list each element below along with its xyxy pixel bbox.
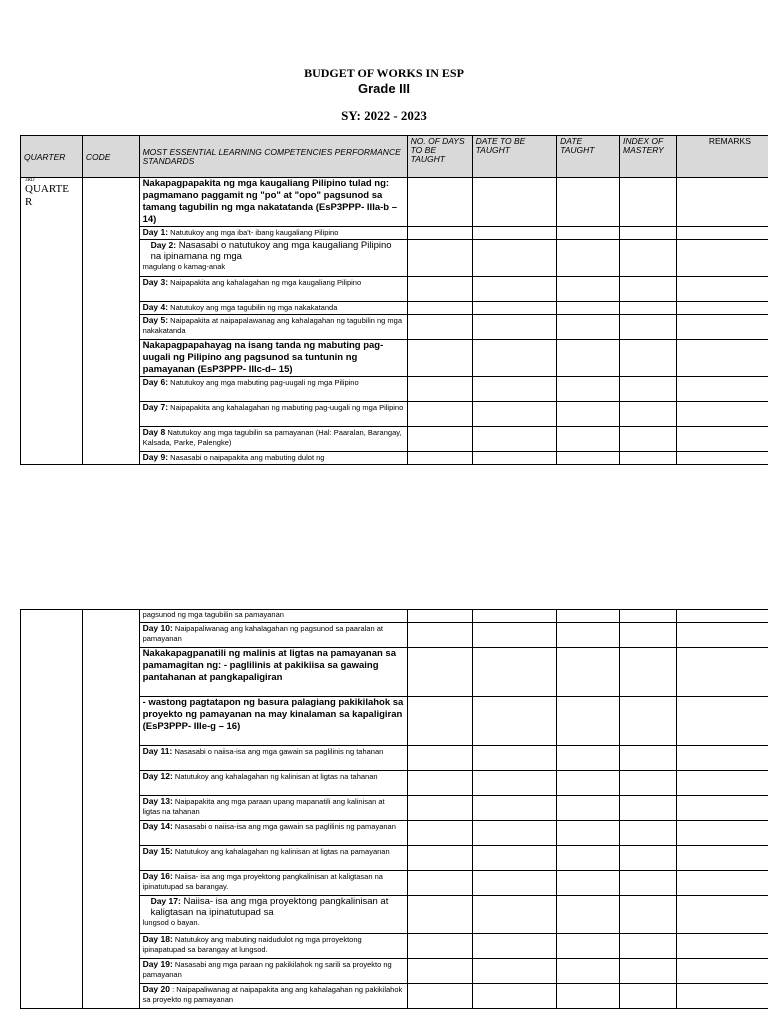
date-taught-cell [557, 427, 620, 452]
competency-cell [139, 427, 407, 452]
day-text: Nasasabi o natutukoy ang mga kaugaliang Pilipino na ipinamana ng mga [150, 240, 392, 262]
date-taught-cell [557, 796, 620, 821]
mastery-cell [620, 984, 677, 1009]
date-to-be-cell [472, 984, 557, 1009]
competency-cell [139, 340, 407, 377]
col-days: NO. OF DAYS TO BE TAUGHT [407, 136, 472, 178]
day-text: Nasasabi o naipapakita ang mabuting dulot ng [170, 453, 325, 462]
date-taught-cell [557, 871, 620, 896]
remarks-cell [676, 871, 768, 896]
day-text: Naipapakita ang mga paraan upang mapanatili ang kalinisan at ligtas na tahanan [142, 797, 385, 816]
day-text: Naipapaliwanag ang kahalagahan ng pagsunod sa paaralan at pamayanan [142, 624, 383, 643]
remarks-cell [676, 277, 768, 302]
date-to-be-cell [472, 610, 557, 623]
competency-text: Nakapagpapakita ng mga kaugaliang Pilipino tulad ng: pagmamano paggamit ng "po" at "opo" pagsunod sa tamang tagubilin ng mga nakatatanda (EsP3PPP- IIIa-b – 14) [142, 178, 398, 225]
date-taught-cell [557, 846, 620, 871]
col-date-taught: DATE TAUGHT [557, 136, 620, 178]
mastery-cell [620, 796, 677, 821]
day-label: Day 16: [142, 871, 173, 881]
remarks-cell [676, 934, 768, 959]
day-text: Natutukoy ang mga iba't- ibang kaugaliang Pilipino [170, 228, 339, 237]
quarter-ordinal: 3RD [25, 178, 35, 183]
date-to-be-cell [472, 771, 557, 796]
col-remarks: REMARKS [676, 136, 768, 178]
date-taught-cell [557, 771, 620, 796]
days-cell [407, 846, 472, 871]
date-to-be-cell [472, 377, 557, 402]
date-to-be-cell [472, 178, 557, 227]
mastery-cell [620, 821, 677, 846]
days-cell [407, 340, 472, 377]
mastery-cell [620, 871, 677, 896]
mastery-cell [620, 427, 677, 452]
remarks-cell [676, 427, 768, 452]
competency-cell [139, 452, 407, 465]
day-text: Natutukoy ang mga tagubilin sa pamayanan (Hal: Paaralan, Barangay, Kalsada, Parke, Palengke) [142, 428, 402, 447]
competency-cell [139, 648, 407, 697]
day-label: Day 1: [142, 227, 169, 237]
date-taught-cell [557, 402, 620, 427]
code-cell [82, 178, 139, 465]
mastery-cell [620, 623, 677, 648]
competency-cell [139, 315, 407, 340]
competency-cell [139, 227, 407, 240]
mastery-cell [620, 934, 677, 959]
remarks-cell [676, 821, 768, 846]
competency-cell [139, 746, 407, 771]
mastery-cell [620, 452, 677, 465]
quarter-cell [21, 610, 83, 1009]
remarks-cell [676, 240, 768, 277]
remarks-cell [676, 610, 768, 623]
mastery-cell [620, 227, 677, 240]
date-taught-cell [557, 452, 620, 465]
date-taught-cell [557, 377, 620, 402]
day-text: Nasasabi o naiisa-isa ang mga gawain sa paglilinis ng pamayanan [174, 822, 396, 831]
day-text-tail: magulang o kamag-anak [142, 262, 226, 271]
day-label: Day 12: [142, 771, 173, 781]
competency-cell [139, 302, 407, 315]
days-cell [407, 240, 472, 277]
date-taught-cell [557, 178, 620, 227]
days-cell [407, 610, 472, 623]
remarks-cell [676, 846, 768, 871]
competency-cell [139, 178, 407, 227]
date-to-be-cell [472, 871, 557, 896]
days-cell [407, 984, 472, 1009]
mastery-cell [620, 648, 677, 697]
date-taught-cell [557, 623, 620, 648]
remarks-cell [676, 227, 768, 240]
days-cell [407, 623, 472, 648]
school-year: SY: 2022 - 2023 [341, 108, 427, 123]
document-title: BUDGET OF WORKS IN ESP [304, 66, 464, 80]
date-taught-cell [557, 277, 620, 302]
remarks-cell [676, 796, 768, 821]
days-cell [407, 697, 472, 746]
days-cell [407, 452, 472, 465]
date-to-be-cell [472, 959, 557, 984]
days-cell [407, 896, 472, 934]
day-label: Day 14: [142, 821, 173, 831]
competency-cell [139, 984, 407, 1009]
competency-cell [139, 240, 407, 277]
day-label: Day 20 [142, 984, 170, 994]
date-to-be-cell [472, 697, 557, 746]
remarks-cell [676, 402, 768, 427]
days-cell [407, 277, 472, 302]
col-code: CODE [82, 136, 139, 178]
days-cell [407, 796, 472, 821]
competency-text: Nakapagpapahayag na isang tanda ng mabuting pag-uugali ng Pilipino ang pagsunod sa tuntunin ng pamayanan (EsP3PPP- IIIc-d– 15) [142, 340, 384, 375]
col-quarter: QUARTER [21, 136, 83, 178]
budget-table-page-1 [20, 135, 768, 465]
remarks-cell [676, 178, 768, 227]
competency-cell [139, 821, 407, 846]
days-cell [407, 377, 472, 402]
competency-cell [139, 623, 407, 648]
date-taught-cell [557, 648, 620, 697]
day-text: Naipapakita ang kahalagahan ng mga kaugaliang Pilipino [170, 278, 362, 287]
date-taught-cell [557, 240, 620, 277]
day-label: Day 4: [142, 302, 169, 312]
mastery-cell [620, 402, 677, 427]
date-taught-cell [557, 315, 620, 340]
mastery-cell [620, 846, 677, 871]
date-taught-cell [557, 697, 620, 746]
day-text: : Naipapaliwanag at naipapakita ang ang kahalagahan ng pakikilahok sa proyekto ng pamayanan [142, 985, 403, 1004]
day-label: Day 2: [150, 240, 177, 250]
days-cell [407, 771, 472, 796]
mastery-cell [620, 178, 677, 227]
col-index-of-mastery: INDEX OF MASTERY [620, 136, 677, 178]
day-label: Day 18: [142, 934, 173, 944]
competency-cell [139, 402, 407, 427]
day-label: Day 9: [142, 452, 169, 462]
day-text: Naipapakita ang kahalagahan ng mabuting pag-uugali ng mga Pilipino [170, 403, 404, 412]
mastery-cell [620, 771, 677, 796]
continuation-text: pagsunod ng mga tagubilin sa pamayanan [142, 610, 284, 619]
date-to-be-cell [472, 227, 557, 240]
competency-cell [139, 871, 407, 896]
date-to-be-cell [472, 648, 557, 697]
remarks-cell [676, 623, 768, 648]
day-label: Day 3: [142, 277, 169, 287]
date-to-be-cell [472, 240, 557, 277]
competency-cell [139, 934, 407, 959]
days-cell [407, 648, 472, 697]
remarks-cell [676, 452, 768, 465]
days-cell [407, 402, 472, 427]
mastery-cell [620, 959, 677, 984]
date-to-be-cell [472, 277, 557, 302]
competency-cell [139, 377, 407, 402]
day-label: Day 7: [142, 402, 169, 412]
remarks-cell [676, 315, 768, 340]
table-row [21, 178, 768, 227]
col-date-to-be-taught: DATE TO BE TAUGHT [472, 136, 557, 178]
date-to-be-cell [472, 452, 557, 465]
days-cell [407, 746, 472, 771]
mastery-cell [620, 610, 677, 623]
date-taught-cell [557, 896, 620, 934]
date-to-be-cell [472, 315, 557, 340]
date-taught-cell [557, 610, 620, 623]
day-text-tail: lungsod o bayan. [142, 918, 200, 927]
days-cell [407, 315, 472, 340]
remarks-cell [676, 340, 768, 377]
mastery-cell [620, 377, 677, 402]
date-to-be-cell [472, 796, 557, 821]
mastery-cell [620, 240, 677, 277]
date-taught-cell [557, 340, 620, 377]
competency-cell [139, 697, 407, 746]
code-cell [82, 610, 139, 1009]
quarter-cell [21, 178, 83, 465]
date-taught-cell [557, 984, 620, 1009]
mastery-cell [620, 315, 677, 340]
days-cell [407, 227, 472, 240]
date-to-be-cell [472, 623, 557, 648]
day-text: Natutukoy ang mga tagubilin ng mga nakakatanda [170, 303, 338, 312]
days-cell [407, 427, 472, 452]
day-text: Nasasabi o naiisa-isa ang mga gawain sa paglilinis ng tahanan [174, 747, 384, 756]
day-text: Naiisa- isa ang mga proyektong pangkalinisan at kaligtasan na ipinatutupad sa barangay. [142, 872, 383, 891]
days-cell [407, 302, 472, 315]
date-taught-cell [557, 959, 620, 984]
day-text: Naipapakita at naipapalawanag ang kahalagahan ng tagubilin ng mga nakakatanda [142, 316, 403, 335]
competency-text: - wastong pagtatapon ng basura palagiang pakikilahok sa proyekto ng pamayanan na may kinalaman sa kapaligiran (EsP3PPP- IIIe-g – 16) [142, 697, 404, 732]
date-to-be-cell [472, 340, 557, 377]
remarks-cell [676, 896, 768, 934]
competency-cell [139, 796, 407, 821]
grade-level: Grade III [357, 81, 411, 96]
quarter-label: QUARTER [25, 183, 69, 208]
date-to-be-cell [472, 302, 557, 315]
mastery-cell [620, 697, 677, 746]
day-label: Day 19: [142, 959, 173, 969]
date-taught-cell [557, 302, 620, 315]
remarks-cell [676, 697, 768, 746]
mastery-cell [620, 302, 677, 315]
remarks-cell [676, 959, 768, 984]
day-label: Day 15: [142, 846, 173, 856]
remarks-cell [676, 648, 768, 697]
day-label: Day 8 [142, 427, 166, 437]
col-competencies: MOST ESSENTIAL LEARNING COMPETENCIES PERFORMANCE STANDARDS [139, 136, 407, 178]
mastery-cell [620, 277, 677, 302]
day-text: Natutukoy ang kahalagahan ng kalinisan at ligtas na pamayanan [174, 847, 390, 856]
date-to-be-cell [472, 746, 557, 771]
days-cell [407, 934, 472, 959]
date-taught-cell [557, 821, 620, 846]
date-to-be-cell [472, 896, 557, 934]
remarks-cell [676, 746, 768, 771]
competency-cell [139, 610, 407, 623]
mastery-cell [620, 746, 677, 771]
remarks-cell [676, 302, 768, 315]
day-text: Natutukoy ang mga mabuting pag-uugali ng mga Pilipino [170, 378, 359, 387]
day-label: Day 6: [142, 377, 169, 387]
day-text: Natutukoy ang mabuting naidudulot ng mga prroyektong ipinapatupad sa barangay at lungsod. [142, 935, 362, 954]
days-cell [407, 821, 472, 846]
days-cell [407, 178, 472, 227]
days-cell [407, 959, 472, 984]
date-to-be-cell [472, 821, 557, 846]
mastery-cell [620, 340, 677, 377]
day-label: Day 10: [142, 623, 173, 633]
remarks-cell [676, 771, 768, 796]
budget-table-page-2 [20, 609, 768, 1009]
remarks-cell [676, 984, 768, 1009]
remarks-cell [676, 377, 768, 402]
day-label: Day 11: [142, 746, 173, 756]
date-to-be-cell [472, 934, 557, 959]
date-taught-cell [557, 746, 620, 771]
competency-cell [139, 896, 407, 934]
competency-cell [139, 959, 407, 984]
header-row [21, 136, 768, 178]
competency-text: Nakakapagpanatili ng malinis at ligtas na pamayanan sa pamamagitan ng: - paglilinis at pakikiisa sa gawaing pantahanan at pangkapaligiran [142, 648, 396, 683]
day-label: Day 13: [142, 796, 173, 806]
days-cell [407, 871, 472, 896]
date-to-be-cell [472, 402, 557, 427]
date-taught-cell [557, 227, 620, 240]
day-label: Day 17: [150, 896, 181, 906]
day-text: Nasasabi ang mga paraan ng pakikilahok ng sarili sa proyekto ng pamayanan [142, 960, 392, 979]
day-text: Natutukoy ang kahalagahan ng kalinisan at ligtas na tahanan [174, 772, 378, 781]
date-to-be-cell [472, 846, 557, 871]
day-text: Naiisa- isa ang mga proyektong pangkalinisan at kaligtasan na ipinatutupad sa [150, 896, 389, 918]
competency-cell [139, 277, 407, 302]
competency-cell [139, 771, 407, 796]
date-taught-cell [557, 934, 620, 959]
competency-cell [139, 846, 407, 871]
date-to-be-cell [472, 427, 557, 452]
day-label: Day 5: [142, 315, 169, 325]
table-row [21, 610, 768, 623]
mastery-cell [620, 896, 677, 934]
